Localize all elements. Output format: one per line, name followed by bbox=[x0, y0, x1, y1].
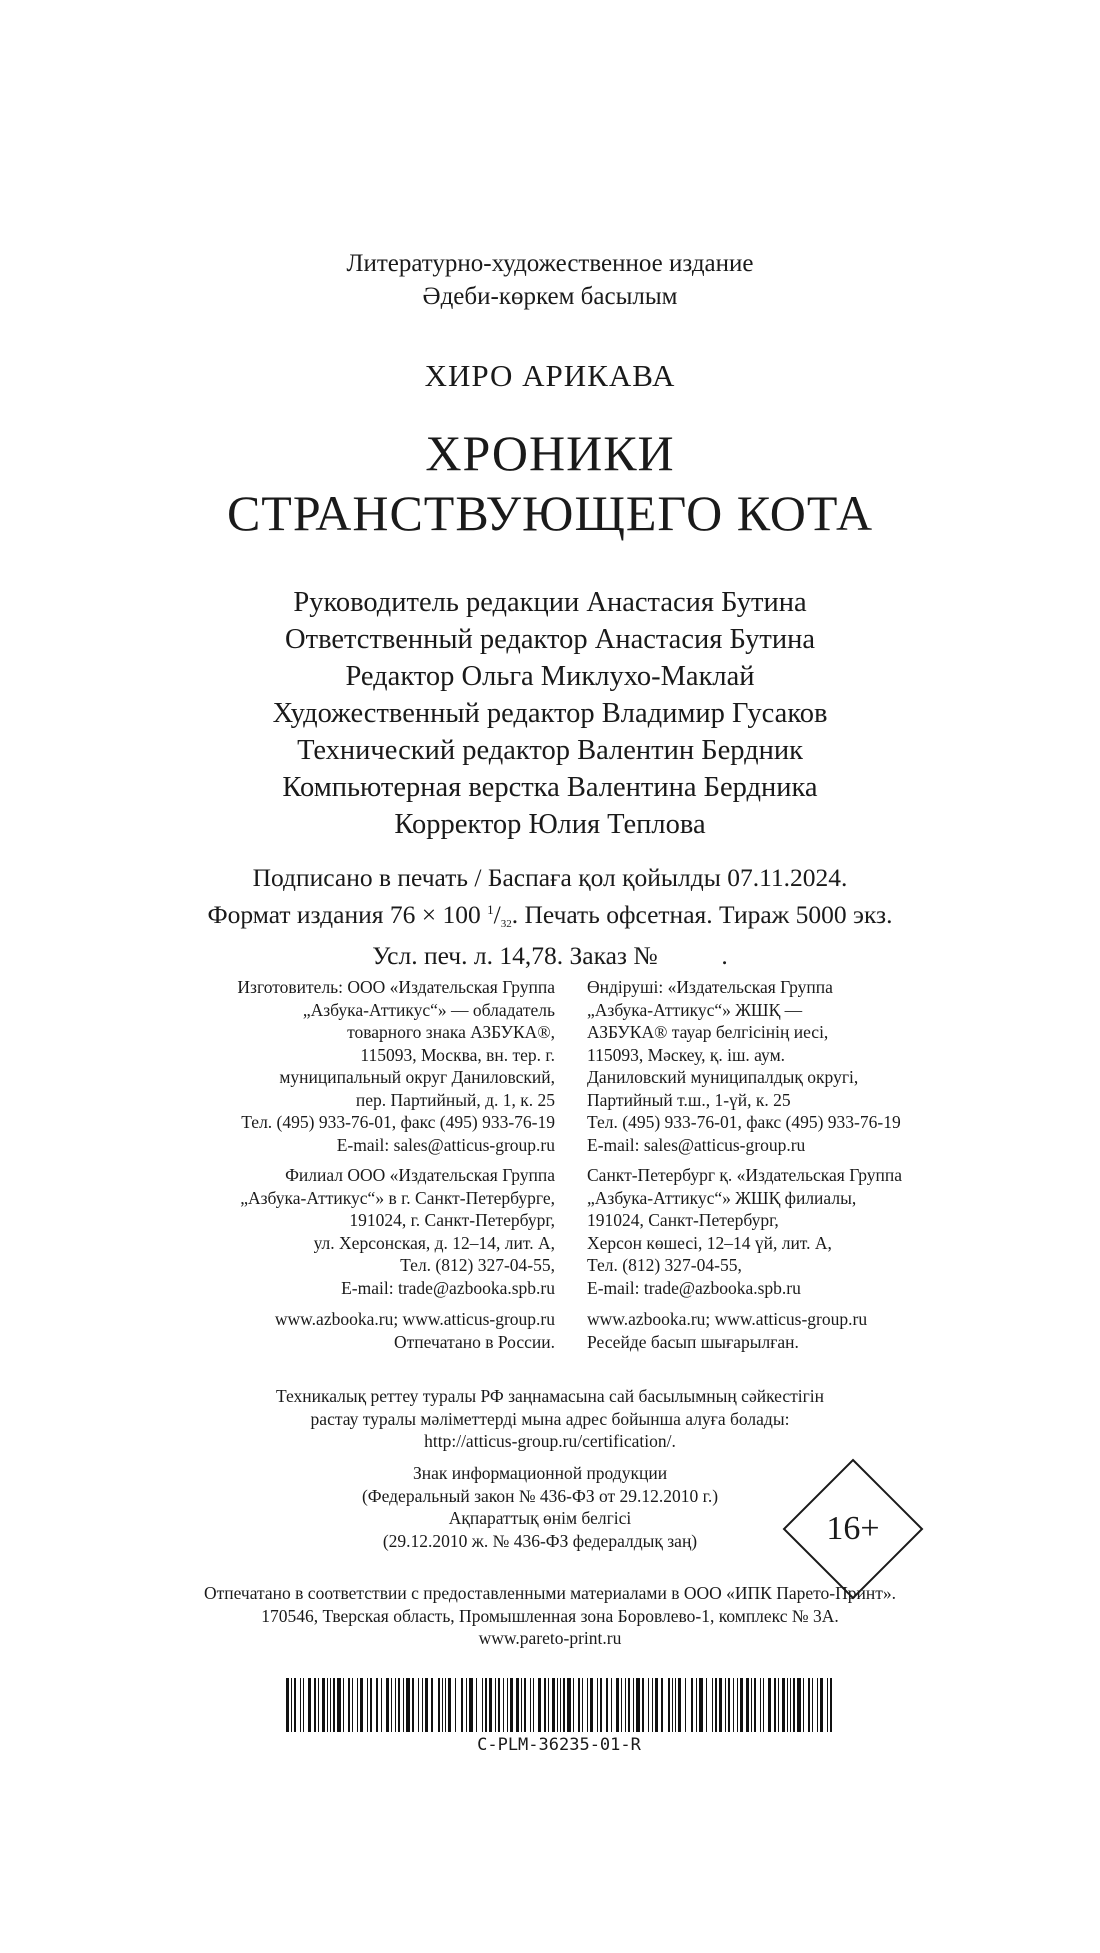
printer-line: Отпечатано в соответствии с предоставленными материалами в ООО «ИПК Парето-Принт». bbox=[203, 1583, 897, 1603]
barcode-bar bbox=[751, 1678, 752, 1732]
branch-kz-line: 191024, Санкт-Петербург, bbox=[587, 1210, 779, 1230]
branch-kz bbox=[587, 1164, 902, 1299]
barcode-bar bbox=[403, 1678, 404, 1732]
branch-ru bbox=[240, 1164, 555, 1299]
barcode-bar bbox=[803, 1678, 804, 1732]
barcode-bar bbox=[412, 1678, 414, 1732]
barcode-bar bbox=[573, 1678, 574, 1732]
barcode-bar bbox=[793, 1678, 795, 1732]
barcode-bar bbox=[746, 1678, 749, 1732]
barcode-bar bbox=[337, 1678, 341, 1732]
barcode-bar bbox=[621, 1678, 622, 1732]
genre-kz: Әдеби-көркем басылым bbox=[422, 283, 678, 310]
barcode-bar bbox=[668, 1678, 670, 1732]
barcode-bar bbox=[606, 1678, 608, 1732]
manufacturer-kz-email: E-mail: sales@atticus-group.ru bbox=[587, 1134, 806, 1155]
barcode-bar bbox=[830, 1678, 832, 1732]
barcode-bar bbox=[352, 1678, 353, 1732]
sheets-line: Усл. печ. л. 14,78. Заказ № . bbox=[372, 941, 728, 970]
barcode-bar bbox=[516, 1678, 519, 1732]
info-sign-line: Ақпараттық өнім белгісі bbox=[448, 1508, 632, 1528]
barcode-bar bbox=[524, 1678, 526, 1732]
barcode-bar bbox=[763, 1678, 764, 1732]
barcode-bar bbox=[425, 1678, 428, 1732]
barcode-bar bbox=[343, 1678, 344, 1732]
barcode-bar bbox=[442, 1678, 443, 1732]
info-sign-line: Знак информационной продукции bbox=[412, 1463, 668, 1483]
branch-kz-line: „Азбука-Аттикус“» ЖШҚ филиалы, bbox=[587, 1187, 857, 1208]
barcode-bar bbox=[719, 1678, 722, 1732]
barcode-bar bbox=[557, 1678, 558, 1732]
barcode-bar bbox=[308, 1678, 311, 1732]
branch-ru-email: E-mail: trade@azbooka.spb.ru bbox=[341, 1277, 555, 1298]
info-sign-line: (Федеральный закон № 436-ФЗ от 29.12.2010 г.) bbox=[361, 1485, 719, 1506]
manufacturer-ru-line: товарного знака АЗБУКА®, bbox=[347, 1022, 555, 1042]
barcode-bar bbox=[327, 1678, 328, 1732]
barcode-bar bbox=[503, 1678, 504, 1732]
barcode-bar bbox=[495, 1678, 496, 1732]
title-line-1: ХРОНИКИ bbox=[425, 425, 675, 481]
barcode-bar bbox=[461, 1678, 463, 1732]
barcode-bar bbox=[616, 1678, 619, 1732]
barcode-bar bbox=[587, 1678, 588, 1732]
barcode-bar bbox=[611, 1678, 612, 1732]
barcode-bar bbox=[733, 1678, 734, 1732]
barcode-bar bbox=[655, 1678, 658, 1732]
barcode-bar bbox=[333, 1678, 335, 1732]
manufacturer-ru-email: E-mail: sales@atticus-group.ru bbox=[336, 1134, 555, 1155]
barcode-bar bbox=[696, 1678, 697, 1732]
author-name: ХИРО АРИКАВА bbox=[424, 358, 676, 393]
manufacturer-kz bbox=[587, 976, 901, 1156]
barcode-bar bbox=[642, 1678, 644, 1732]
barcode-bar bbox=[820, 1678, 823, 1732]
barcode-bar bbox=[699, 1678, 703, 1732]
certification-line: Техникалық реттеу туралы РФ заңнамасына сай басылымның сәйкестігін bbox=[275, 1386, 825, 1406]
genre-block bbox=[0, 247, 1100, 313]
barcode-bar bbox=[808, 1678, 810, 1732]
barcode-bar bbox=[398, 1678, 400, 1732]
barcode-bar bbox=[376, 1678, 378, 1732]
branch-kz-line: Санкт-Петербург қ. «Издательская Группа bbox=[587, 1165, 902, 1185]
barcode-bar bbox=[636, 1678, 640, 1732]
manufacturer-kz-line: АЗБУКА® тауар белгісінің иесі, bbox=[587, 1022, 829, 1042]
barcode-bar bbox=[391, 1678, 392, 1732]
barcode-bar bbox=[567, 1678, 571, 1732]
barcode-bar bbox=[360, 1678, 363, 1732]
barcode-bar bbox=[544, 1678, 546, 1732]
barcode-bar bbox=[303, 1678, 304, 1732]
barcode-bar bbox=[685, 1678, 686, 1732]
barcode-bar bbox=[590, 1678, 593, 1732]
printer-address: 170546, Тверская область, Промышленная зона Боровлево-1, комплекс № 3А. bbox=[261, 1605, 839, 1626]
info-sign-line: (29.12.2010 ж. № 436-ФЗ федералдық заң) bbox=[382, 1530, 698, 1551]
credits-list bbox=[0, 584, 1100, 843]
format-prefix: Формат издания 76 × 100 bbox=[207, 900, 488, 929]
barcode-bar bbox=[633, 1678, 634, 1732]
branch-ru-line: Тел. (812) 327-04-55, bbox=[400, 1255, 555, 1275]
barcode-bar bbox=[314, 1678, 316, 1732]
credit-line: Редактор Ольга Миклухо-Маклай bbox=[345, 661, 755, 692]
barcode-bar bbox=[533, 1678, 534, 1732]
barcode-bar bbox=[827, 1678, 828, 1732]
printed-in-russia-kz: Ресейде басып шығарылған. bbox=[587, 1331, 799, 1352]
barcode-bar bbox=[712, 1678, 713, 1732]
barcode-bar bbox=[406, 1678, 410, 1732]
barcode-bar bbox=[357, 1678, 358, 1732]
barcode-bar bbox=[476, 1678, 477, 1732]
credit-line: Корректор Юлия Теплова bbox=[394, 809, 706, 840]
barcode-bar bbox=[648, 1678, 649, 1732]
genre-ru: Литературно-художественное издание bbox=[346, 250, 754, 277]
barcode-bar bbox=[715, 1678, 717, 1732]
format-line: Формат издания 76 × 100 $^1/_{32}$. Печать офсетная. Тираж 5000 экз. bbox=[207, 900, 893, 930]
certification-url: http://atticus-group.ru/certification/. bbox=[424, 1431, 676, 1451]
barcode-bar bbox=[322, 1678, 325, 1732]
barcode-bar bbox=[797, 1678, 801, 1732]
manufacturer-ru-line: пер. Партийный, д. 1, к. 25 bbox=[355, 1089, 555, 1110]
barcode-bar bbox=[560, 1678, 561, 1732]
branch-ru-line: ул. Херсонская, д. 12–14, лит. А, bbox=[313, 1232, 555, 1253]
barcode-bar bbox=[787, 1678, 788, 1732]
barcode-bar bbox=[706, 1678, 707, 1732]
barcode-bar bbox=[445, 1678, 446, 1732]
barcode-bar bbox=[348, 1678, 350, 1732]
barcode-bar bbox=[728, 1678, 730, 1732]
manufacturer-kz-line: Партийный т.ш., 1-үй, к. 25 bbox=[587, 1089, 791, 1110]
manufacturer-ru-line: муниципальный округ Даниловский, bbox=[279, 1067, 555, 1087]
barcode-bar bbox=[774, 1678, 776, 1732]
barcode-bar bbox=[418, 1678, 419, 1732]
barcode-bar bbox=[675, 1678, 676, 1732]
barcode-bar bbox=[521, 1678, 522, 1732]
barcode-bar bbox=[294, 1678, 296, 1732]
printer-block bbox=[0, 1582, 1100, 1650]
barcode-bar bbox=[548, 1678, 549, 1732]
branch-kz-line: Херсон көшесі, 12–14 үй, лит. А, bbox=[587, 1232, 832, 1253]
barcode-bar bbox=[725, 1678, 726, 1732]
barcode-bar bbox=[485, 1678, 487, 1732]
title-line-2: СТРАНСТВУЮЩЕГО КОТА bbox=[226, 485, 874, 541]
format-numerator: 1 bbox=[487, 902, 494, 917]
branch-ru-line: Филиал ООО «Издательская Группа bbox=[285, 1165, 555, 1185]
manufacturer-kz-line: Тел. (495) 933-76-01, факс (495) 933-76-19 bbox=[587, 1112, 901, 1132]
branch-ru-line: 191024, г. Санкт-Петербург, bbox=[349, 1210, 555, 1230]
manufacturer-kz-line: 115093, Мәскеу, қ. іш. аум. bbox=[587, 1044, 786, 1065]
barcode bbox=[286, 1678, 832, 1732]
barcode-bar bbox=[507, 1678, 508, 1732]
barcode-bar bbox=[286, 1678, 289, 1732]
credit-line: Технический редактор Валентин Бердник bbox=[297, 735, 803, 766]
barcode-bar bbox=[455, 1678, 456, 1732]
age-rating-text: 16+ bbox=[826, 1510, 880, 1547]
barcode-bar bbox=[367, 1678, 368, 1732]
barcode-bar bbox=[370, 1678, 372, 1732]
barcode-bar bbox=[330, 1678, 331, 1732]
websites-ru bbox=[275, 1308, 555, 1353]
barcode-bar bbox=[381, 1678, 382, 1732]
branch-ru-line: „Азбука-Аттикус“» в г. Санкт-Петербурге, bbox=[240, 1187, 555, 1208]
manufacturer-ru-line: Тел. (495) 933-76-01, факс (495) 933-76-19 bbox=[241, 1112, 555, 1132]
barcode-bar bbox=[448, 1678, 451, 1732]
barcode-bar bbox=[740, 1678, 743, 1732]
barcode-bar bbox=[597, 1678, 598, 1732]
barcode-bar bbox=[672, 1678, 673, 1732]
manufacturer-kz-line: Өндіруші: «Издательская Группа bbox=[587, 977, 833, 997]
format-denominator: 32 bbox=[500, 918, 512, 930]
barcode-bar bbox=[737, 1678, 738, 1732]
barcode-bar bbox=[563, 1678, 565, 1732]
barcode-bar bbox=[661, 1678, 663, 1732]
barcode-bar bbox=[538, 1678, 541, 1732]
websites-kz-urls: www.azbooka.ru; www.atticus-group.ru bbox=[587, 1309, 868, 1329]
format-suffix: . Печать офсетная. Тираж 5000 экз. bbox=[511, 900, 893, 929]
book-title bbox=[0, 423, 1100, 543]
barcode-bar bbox=[482, 1678, 483, 1732]
barcode-bar bbox=[530, 1678, 531, 1732]
barcode-bar bbox=[778, 1678, 779, 1732]
barcode-bar bbox=[291, 1678, 292, 1732]
barcode-bar bbox=[582, 1678, 583, 1732]
credit-line: Руководитель редакции Анастасия Бутина bbox=[293, 587, 807, 618]
credit-line: Художественный редактор Владимир Гусаков bbox=[272, 698, 828, 729]
barcode-bar bbox=[422, 1678, 423, 1732]
websites-kz bbox=[587, 1308, 867, 1353]
credit-line: Ответственный редактор Анастасия Бутина bbox=[285, 624, 815, 655]
barcode-bar bbox=[498, 1678, 500, 1732]
manufacturer-ru-line: „Азбука-Аттикус“» — обладатель bbox=[302, 999, 555, 1020]
barcode-bar bbox=[754, 1678, 756, 1732]
barcode-bar bbox=[469, 1678, 473, 1732]
manufacturer-ru-line: 115093, Москва, вн. тер. г. bbox=[360, 1044, 555, 1065]
barcode-bar bbox=[300, 1678, 301, 1732]
barcode-bar bbox=[812, 1678, 813, 1732]
barcode-bar bbox=[466, 1678, 467, 1732]
print-info bbox=[0, 862, 1100, 972]
barcode-bar bbox=[386, 1678, 389, 1732]
printed-in-russia: Отпечатано в России. bbox=[394, 1331, 555, 1352]
websites-ru-urls: www.azbooka.ru; www.atticus-group.ru bbox=[274, 1309, 555, 1329]
barcode-bar bbox=[760, 1678, 761, 1732]
barcode-bar bbox=[552, 1678, 555, 1732]
branch-kz-line: Тел. (812) 327-04-55, bbox=[587, 1255, 742, 1275]
barcode-bar bbox=[652, 1678, 653, 1732]
barcode-bar bbox=[691, 1678, 693, 1732]
barcode-bar bbox=[510, 1678, 513, 1732]
barcode-bar bbox=[318, 1678, 319, 1732]
age-rating-badge bbox=[782, 1458, 924, 1600]
barcode-bar bbox=[768, 1678, 771, 1732]
barcode-bar bbox=[438, 1678, 440, 1732]
barcode-bar bbox=[600, 1678, 602, 1732]
barcode-bar bbox=[678, 1678, 681, 1732]
certification-line: растау туралы мәліметтерді мына адрес бойынша алуға болады: bbox=[310, 1408, 790, 1429]
signed-line: Подписано в печать / Баспаға қол қойылды 07.11.2024. bbox=[252, 863, 848, 892]
barcode-bar bbox=[625, 1678, 626, 1732]
barcode-bar bbox=[782, 1678, 785, 1732]
printer-website: www.pareto-print.ru bbox=[478, 1628, 622, 1648]
info-sign-block bbox=[300, 1462, 780, 1552]
manufacturer-kz-line: „Азбука-Аттикус“» ЖШҚ — bbox=[587, 999, 803, 1020]
branch-kz-email: E-mail: trade@azbooka.spb.ru bbox=[587, 1277, 801, 1298]
barcode-text: C-PLM-36235-01-R bbox=[477, 1735, 641, 1755]
barcode-bar bbox=[395, 1678, 396, 1732]
credit-line: Компьютерная верстка Валентина Бердника bbox=[282, 772, 818, 803]
barcode-bar bbox=[431, 1678, 433, 1732]
barcode-bar bbox=[790, 1678, 791, 1732]
barcode-bar bbox=[628, 1678, 630, 1732]
manufacturer-ru-line: Изготовитель: ООО «Издательская Группа bbox=[237, 977, 555, 997]
barcode-bar bbox=[817, 1678, 818, 1732]
certification-block bbox=[0, 1385, 1100, 1453]
barcode-bar bbox=[578, 1678, 580, 1732]
manufacturer-kz-line: Даниловский муниципалдық округі, bbox=[587, 1067, 859, 1087]
barcode-bar bbox=[489, 1678, 492, 1732]
manufacturer-ru bbox=[237, 976, 555, 1156]
